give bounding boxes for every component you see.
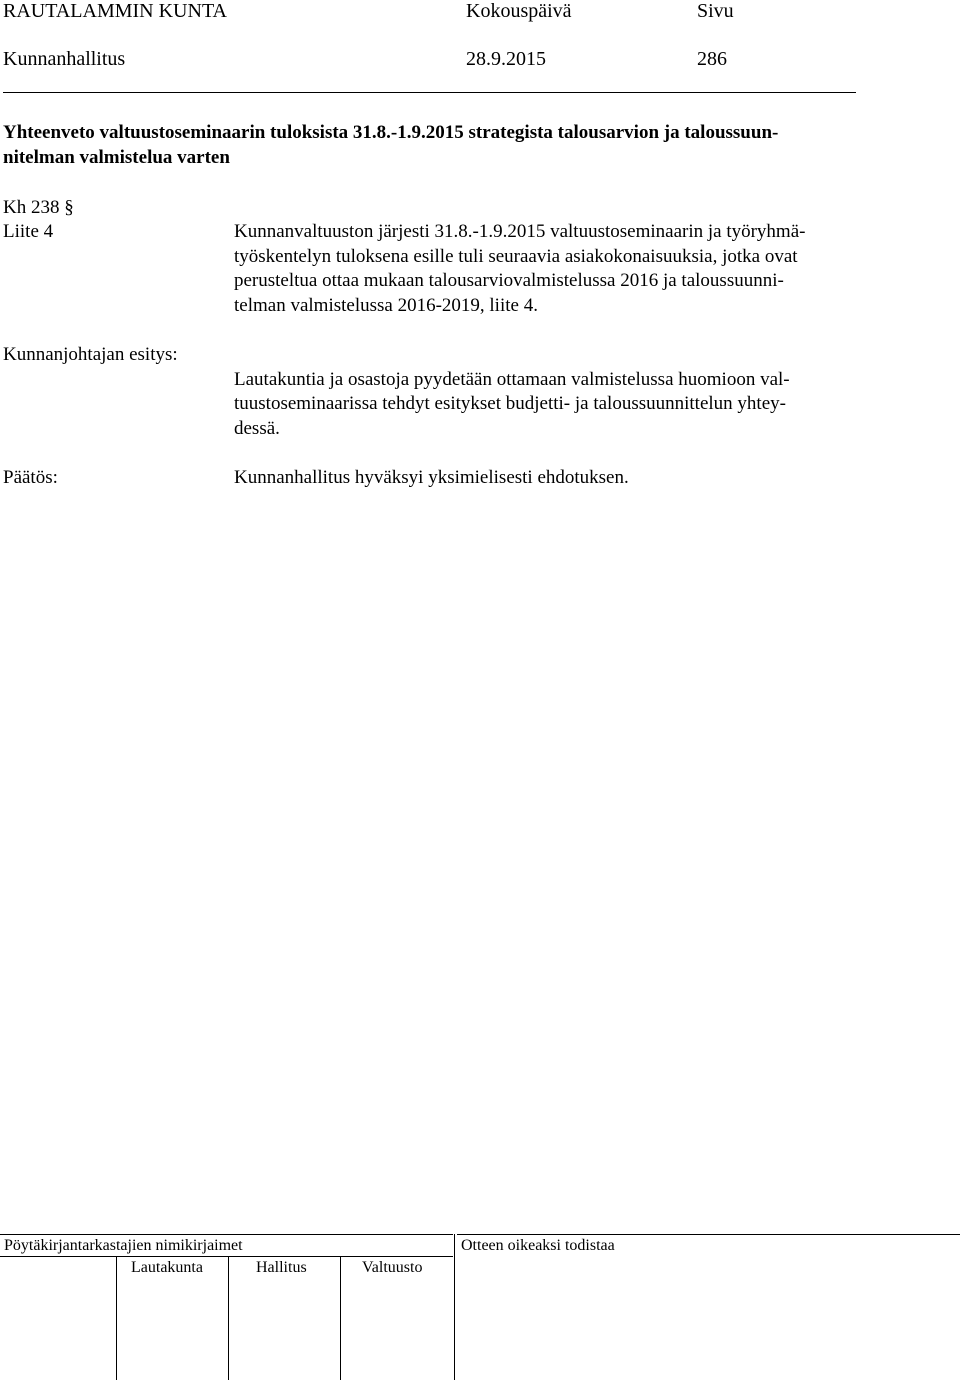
- column-hallitus: Hallitus: [256, 1259, 307, 1276]
- footer-top-rule-left: [0, 1234, 453, 1235]
- municipality-name: RAUTALAMMIN KUNTA: [3, 0, 228, 22]
- footer-top-rule-right: [457, 1234, 960, 1235]
- footer-mid-rule: [0, 1256, 453, 1257]
- header-rule: [3, 92, 856, 93]
- governing-body: Kunnanhallitus: [3, 48, 126, 70]
- document-title-line-2: nitelman valmistelua varten: [3, 147, 230, 168]
- certified-label: Otteen oikeaksi todistaa: [461, 1237, 615, 1254]
- paragraph-1-line-2: työskentelyn tuloksena esille tuli seuraavia asiakokonaisuuksia, jotka ovat: [234, 246, 798, 267]
- signatures-label: Pöytäkirjantarkastajien nimikirjaimet: [4, 1237, 243, 1254]
- section-sign: §: [64, 197, 74, 218]
- footer-divider-2: [228, 1256, 229, 1380]
- decision-label: Päätös:: [3, 467, 58, 488]
- footer-divider-3: [340, 1256, 341, 1380]
- proposal-label: Kunnanjohtajan esitys:: [3, 344, 178, 365]
- column-valtuusto: Valtuusto: [362, 1259, 423, 1276]
- decision-text: Kunnanhallitus hyväksyi yksimielisesti ehdotuksen.: [234, 467, 629, 488]
- item-number-line: [3, 196, 74, 221]
- footer-divider-4: [454, 1234, 455, 1380]
- meeting-date-label: Kokouspäivä: [466, 0, 572, 22]
- footer-divider-1: [116, 1256, 117, 1380]
- meeting-date: 28.9.2015: [466, 48, 546, 70]
- attachment-label: Liite 4: [3, 221, 54, 242]
- proposal-line-2: tuustoseminaarissa tehdyt esitykset budjetti- ja taloussuunnittelun yhtey-: [234, 393, 786, 414]
- paragraph-1-line-3: perusteltua ottaa mukaan talousarviovalmistelussa 2016 ja taloussuunni-: [234, 270, 784, 291]
- item-number: Kh 238: [3, 197, 60, 218]
- page-number: 286: [697, 48, 727, 70]
- paragraph-1-line-4: telman valmistelussa 2016-2019, liite 4.: [234, 295, 538, 316]
- paragraph-1-line-1: Kunnanvaltuuston järjesti 31.8.-1.9.2015 valtuustoseminaarin ja työryhmä-: [234, 221, 806, 242]
- proposal-line-1: Lautakuntia ja osastoja pyydetään ottamaan valmistelussa huomioon val-: [234, 369, 790, 390]
- column-lautakunta: Lautakunta: [131, 1259, 203, 1276]
- proposal-line-3: dessä.: [234, 418, 280, 439]
- document-title-line-1: Yhteenveto valtuustoseminaarin tuloksista 31.8.-1.9.2015 strategista talousarvion ja taloussuun-: [3, 122, 779, 143]
- page-label: Sivu: [697, 0, 734, 22]
